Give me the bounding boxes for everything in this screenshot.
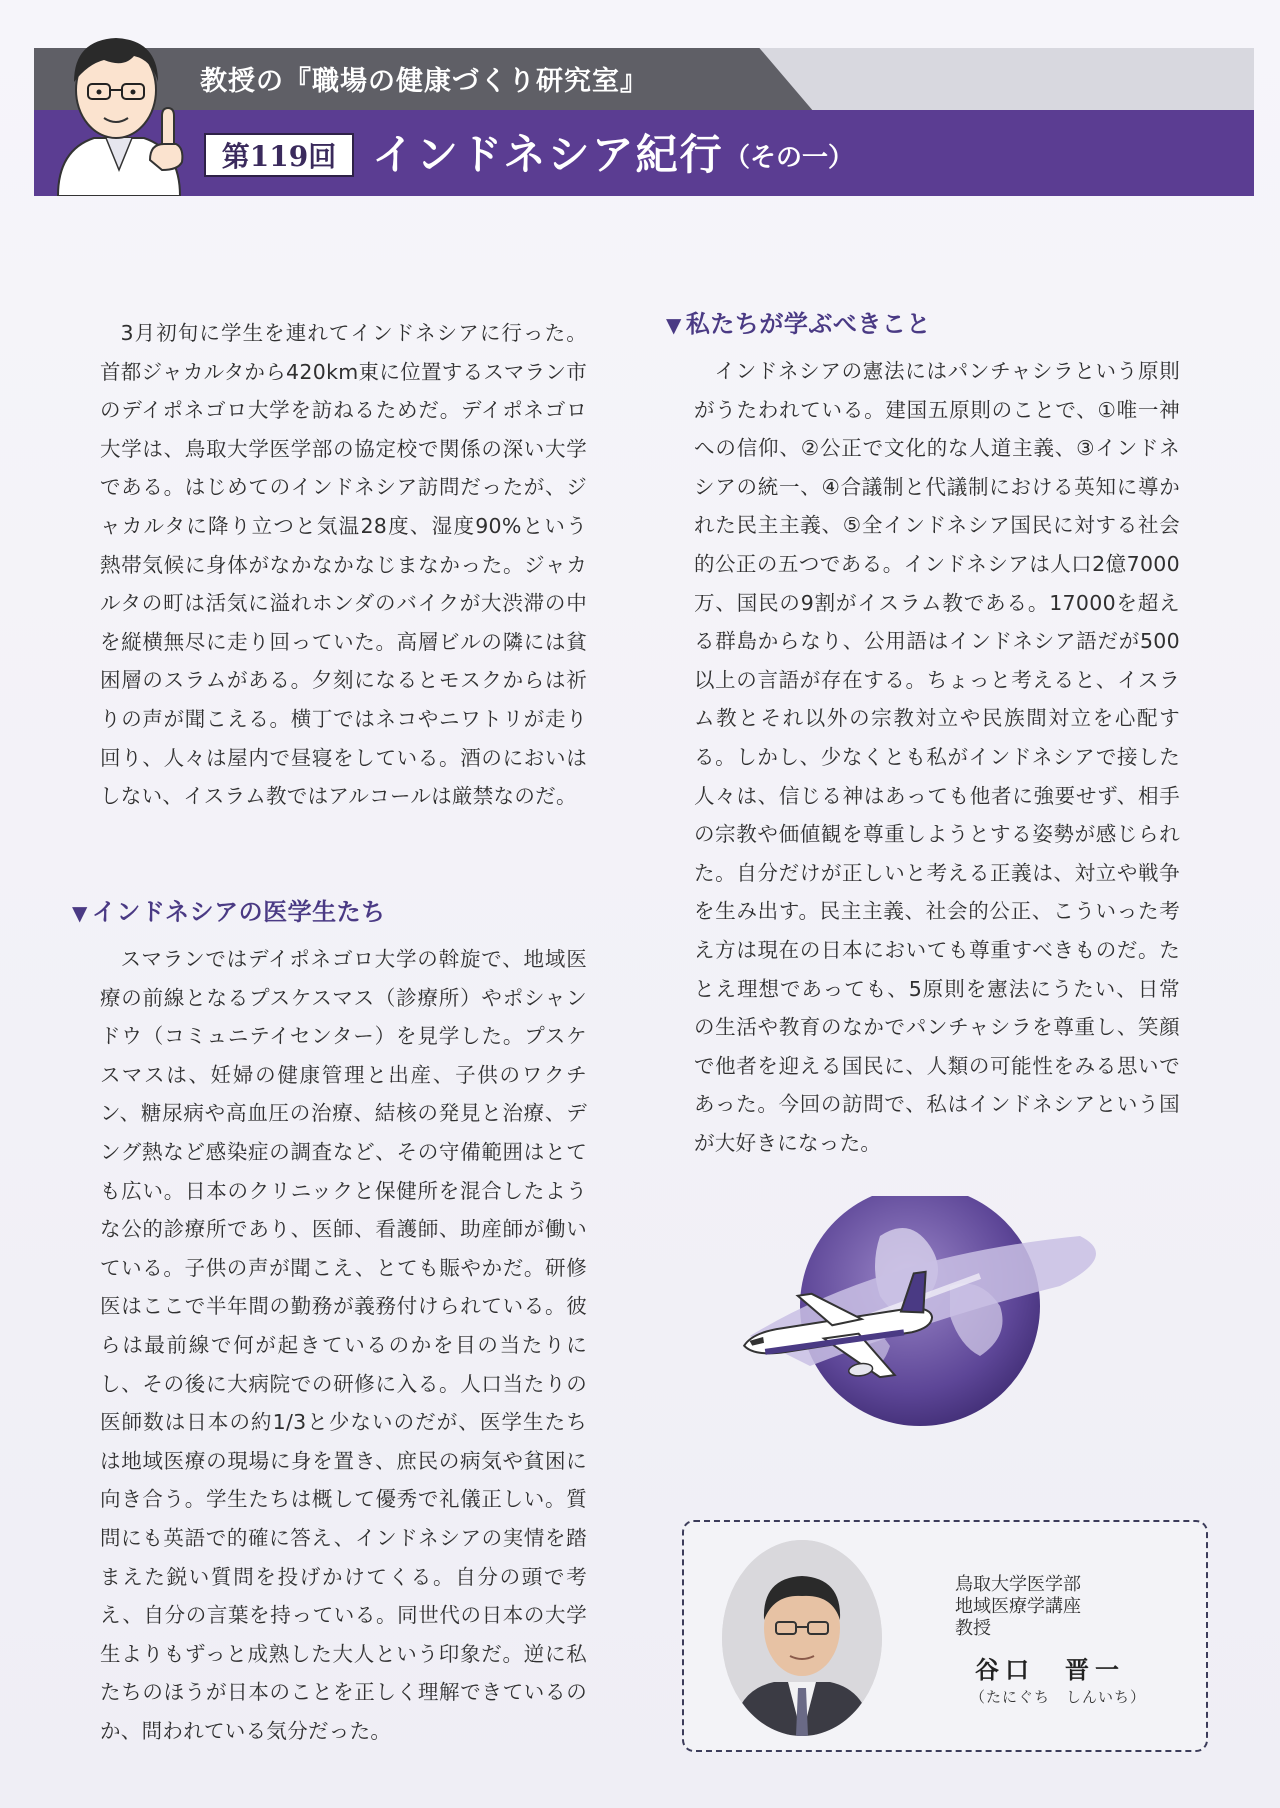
person-photo-icon	[722, 1540, 882, 1736]
author-affiliation-2: 地域医療学講座	[955, 1596, 1081, 1617]
down-triangle-icon: ▼	[72, 901, 88, 925]
section2-text: インドネシアの憲法にはパンチャシラという原則がうたわれている。建国五原則のことで、①唯一神への信仰、②公正で文化的な人道主義、③インドネシアの統一、④合議制と代議制における英知に導かれた民主主義、⑤全インドネシア国民に対する社会的公正の五つである。インドネシアは人口2億7000万、国民の9割がイスラム教である。17000を超える群島からなり、公用語はインドネシア語だが500以上の言語が存在する。ちょっと考えると、イスラム教とそれ以外の宗教対立や民族間対立を心配する。しかし、少なくとも私がインドネシアで接した人々は、信じる神はあっても他者に強要せず、相手の宗教や価値観を尊重しようとする姿勢が感じられた。自分だけが正しいと考える正義は、対立や戦争を生み出す。民主主義、社会的公正、こういった考え方は現在の日本においても尊重すべきものだ。たとえ理想であっても、5原則を憲法にうたい、日常の生活や教育のなかでパンチャシラを尊重し、笑顔で他者を迎える国民に、人類の可能性をみる思いであった。今回の訪問で、私はインドネシアという国が大好きになった。	[694, 359, 1180, 1155]
section2-body	[694, 352, 1180, 1162]
down-triangle-icon: ▼	[666, 313, 682, 337]
episode-number: 第119回	[204, 133, 354, 177]
series-title: 教授の『職場の健康づくり研究室』	[200, 66, 648, 97]
section-heading-what-to-learn	[666, 306, 931, 342]
section1-text: スマランではデイポネゴロ大学の斡旋で、地域医療の前線となるプスケスマス（診療所）やポシャンドウ（コミュニテイセンター）を見学した。プスケスマスは、妊婦の健康管理と出産、子供のワクチン、糖尿病や高血圧の治療、結核の発見と治療、デング熱など感染症の調査など、その守備範囲はとても広い。日本のクリニックと保健所を混合したような公的診療所であり、医師、看護師、助産師が働いている。子供の声が聞こえ、とても賑やかだ。研修医はここで半年間の勤務が義務付けられている。彼らは最前線で何が起きているのかを目の当たりにし、その後に大病院での研修に入る。人口当たりの医師数は日本の約1/3と少ないのだが、医学生たちは地域医療の現場に身を置き、庶民の病気や貧困に向き合う。学生たちは概して優秀で礼儀正しい。質問にも英語で的確に答え、インドネシアの実情を踏まえた鋭い質問を投げかけてくる。自分の頭で考え、自分の言葉を持っている。同世代の日本の大学生よりもずっと成熟した大人という印象だ。逆に私たちのほうが日本のことを正しく理解できているのか、問われている気分だった。	[100, 947, 587, 1743]
author-position: 教授	[955, 1618, 991, 1639]
author-name: 谷口 晋一	[975, 1656, 1125, 1684]
section1-body	[100, 940, 587, 1750]
author-name-kana: （たにぐち しんいち）	[970, 1688, 1147, 1706]
section-heading-medical-students	[72, 894, 386, 930]
author-photo	[722, 1540, 882, 1736]
professor-mascot-icon	[44, 20, 194, 196]
intro-text: 3月初旬に学生を連れてインドネシアに行った。首都ジャカルタから420km東に位置するスマラン市のデイポネゴロ大学を訪ねるためだ。デイポネゴロ大学は、鳥取大学医学部の協定校で関係の深い大学である。はじめてのインドネシア訪問だったが、ジャカルタに降り立つと気温28度、湿度90%という熱帯気候に身体がなかなかなじまなかった。ジャカルタの町は活気に溢れホンダのバイクが大渋滞の中を縦横無尽に走り回っていた。高層ビルの隣には貧困層のスラムがある。夕刻になるとモスクからは祈りの声が聞こえる。横丁ではネコやニワトリが走り回り、人々は屋内で昼寝をしている。酒のにおいはしない、イスラム教ではアルコールは厳禁なのだ。	[100, 321, 587, 809]
intro-paragraph	[100, 314, 587, 816]
airplane-globe-icon	[680, 1196, 1160, 1446]
article-title: インドネシア紀行	[372, 130, 724, 179]
section2-heading-text: 私たちが学ぶべきこと	[685, 310, 931, 338]
author-affiliation-1: 鳥取大学医学部	[955, 1574, 1081, 1595]
article-subtitle: （その一）	[724, 143, 855, 173]
section1-heading-text: インドネシアの医学生たち	[91, 898, 386, 926]
